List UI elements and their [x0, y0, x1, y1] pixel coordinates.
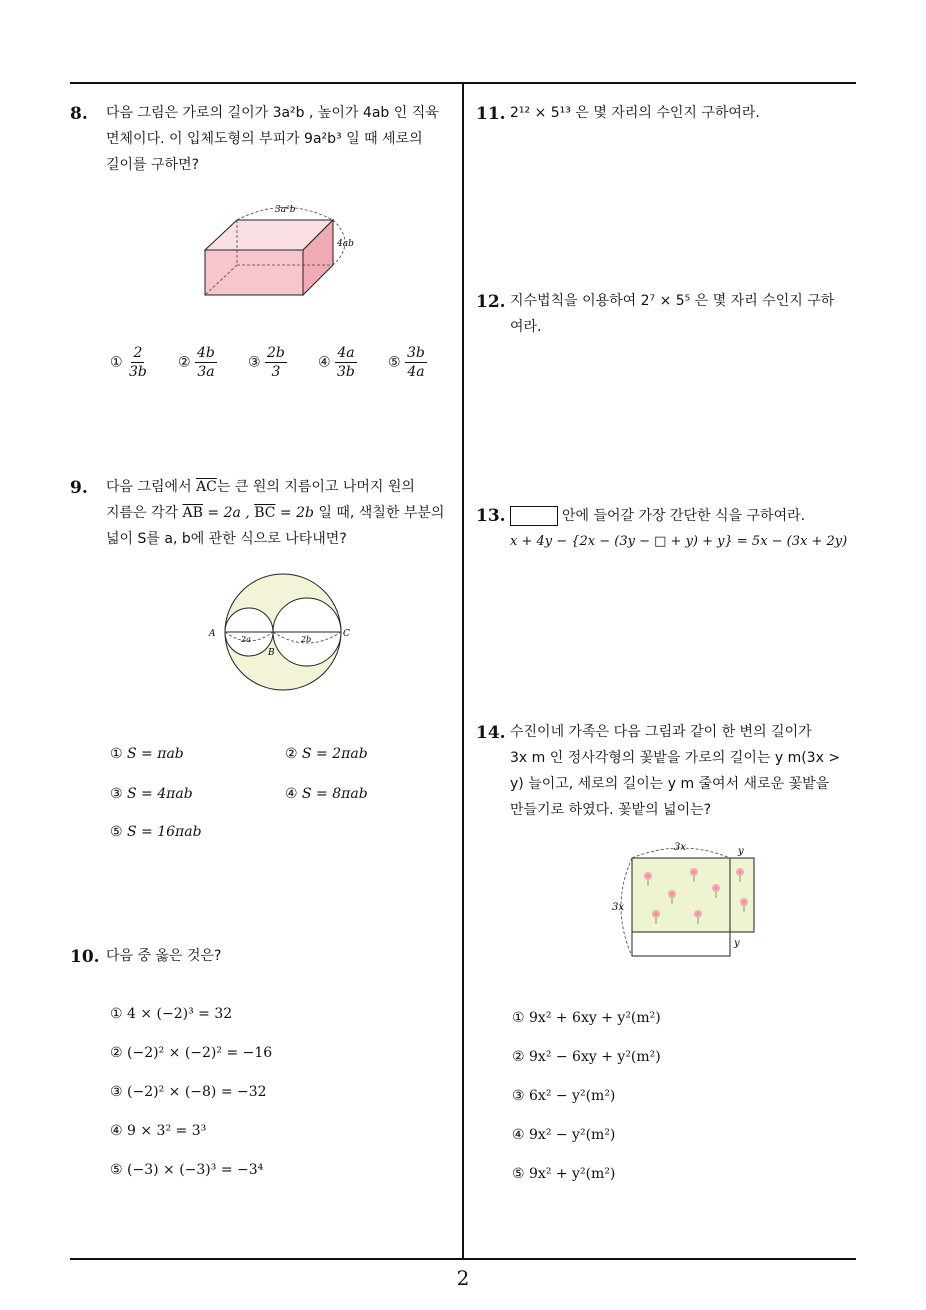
choice-mark: ④ [318, 354, 336, 371]
fraction-numerator: 4a [337, 345, 355, 361]
fraction-numerator: 2b [267, 345, 285, 361]
q14-line1: 수진이네 가족은 다음 그림과 같이 한 변의 길이가 [510, 724, 812, 740]
q8-choice-5 [388, 344, 427, 381]
point-a-label: A [209, 629, 216, 639]
q12-line1: 지수법칙을 이용하여 2⁷ × 5⁵ 은 몇 자리 수인지 구하 [510, 293, 835, 309]
choice-text: (−2)² × (−2)² = −16 [127, 1045, 273, 1061]
q12-line2: 여라. [510, 319, 542, 335]
fraction-denominator: 3 [271, 364, 281, 380]
fraction [265, 344, 287, 381]
label-2b: 2b [301, 635, 312, 644]
choice-mark: ① [110, 1006, 128, 1022]
q9-circles-figure [205, 568, 355, 696]
q8-line1: 다음 그림은 가로의 길이가 3a²b , 높이가 4ab 인 직육 [106, 105, 439, 121]
point-b-label: B [268, 648, 275, 658]
q10-choice-4 [110, 1123, 206, 1139]
q14-choice-2 [512, 1049, 661, 1065]
fraction-numerator: 3b [407, 345, 425, 361]
choice-mark: ② [178, 354, 196, 371]
q8-fig-top-label: 3a²b [275, 205, 296, 215]
q14-garden-figure [608, 836, 768, 964]
fraction [405, 344, 427, 381]
label-2a: 2a [241, 635, 251, 644]
choice-mark: ① [512, 1010, 530, 1026]
fraction-numerator: 4b [197, 345, 215, 361]
q8-line2: 면체이다. 이 입체도형의 부피가 9a²b³ 일 때 세로의 [106, 131, 423, 147]
q14-fig-y-bottom-label: y [734, 938, 740, 949]
q14-choice-1 [512, 1010, 661, 1026]
choice-text: 9x² − 6xy + y²(m²) [529, 1049, 661, 1065]
choice-mark: ⑤ [388, 354, 406, 371]
q10-text: 다음 중 옳은 것은? [106, 948, 222, 964]
q10-number: 10. [70, 947, 100, 967]
choice-mark: ⑤ [110, 1162, 128, 1178]
q13-text [510, 503, 860, 555]
q8-text [106, 100, 458, 178]
q14-number: 14. [476, 723, 506, 743]
choice-text: 4 × (−2)³ = 32 [127, 1006, 233, 1022]
q13-line1: 안에 들어갈 가장 간단한 식을 구하여라. [510, 503, 860, 529]
q10-choice-3 [110, 1084, 267, 1100]
fraction [127, 344, 149, 381]
q10-choice-2 [110, 1045, 272, 1061]
segment-ab: $\overline{AB}$ [182, 505, 203, 521]
q9-choice-4 [285, 786, 368, 802]
q14-fig-left-label: 3x [612, 902, 625, 913]
q9-text [106, 474, 458, 552]
choice-mark: ② [110, 1045, 128, 1061]
choice-mark: ③ [110, 1084, 128, 1100]
q9-line2: 지름은 각각 $\overline{AB} = 2a$ , $\overline{BC} = 2b$ 일 때, 색칠한 부분의 [106, 505, 445, 521]
point-c-label: C [343, 629, 350, 639]
choice-mark: ② [285, 746, 303, 762]
q9-number: 9. [70, 478, 88, 498]
q14-choice-3 [512, 1088, 615, 1104]
q9-choice-3 [110, 786, 193, 802]
choice-text: S = πab [127, 746, 184, 762]
choice-text: S = 4πab [127, 786, 193, 802]
choice-text: 9x² + y²(m²) [529, 1166, 616, 1182]
choice-text: 9x² + 6xy + y²(m²) [529, 1010, 661, 1026]
choice-text: (−3) × (−3)³ = −3⁴ [127, 1162, 264, 1178]
choice-text: S = 2πab [302, 746, 368, 762]
q14-fig-y-top-label: y [738, 846, 744, 857]
choice-mark: ③ [512, 1088, 530, 1104]
q14-line4: 만들기로 하였다. 꽃밭의 넓이는? [510, 802, 712, 818]
q11-number: 11. [476, 104, 506, 124]
choice-mark: ③ [248, 354, 266, 371]
q13-equation: x + 4y − {2x − (3y − □ + y) + y} = 5x − (3x + 2y) [510, 534, 848, 549]
q10-choice-1 [110, 1006, 232, 1022]
q9-choice-2 [285, 746, 368, 762]
choice-mark: ① [110, 354, 128, 371]
choice-mark: ④ [512, 1127, 530, 1143]
choice-mark: ③ [110, 786, 128, 802]
q9-line3: 넓이 S를 a, b에 관한 식으로 나타내면? [106, 531, 347, 547]
choice-text: 9x² − y²(m²) [529, 1127, 616, 1143]
q12-number: 12. [476, 292, 506, 312]
choice-mark: ⑤ [512, 1166, 530, 1182]
q8-cuboid-figure [195, 195, 365, 305]
q8-line3: 길이를 구하면? [106, 157, 200, 173]
column-divider [462, 83, 464, 1259]
fraction-denominator: 3b [337, 364, 355, 380]
fraction-denominator: 3a [197, 364, 215, 380]
q14-text [510, 719, 860, 823]
segment-bc: $\overline{BC}$ [254, 505, 276, 521]
q11-text: 2¹² × 5¹³ 은 몇 자리의 수인지 구하여라. [510, 105, 760, 121]
q9-line1: 다음 그림에서 $\overline{AC}$는 큰 원의 지름이고 나머지 원의 [106, 479, 415, 495]
fraction [335, 344, 357, 381]
choice-text: (−2)² × (−8) = −32 [127, 1084, 267, 1100]
q9-choice-5 [110, 824, 202, 840]
garden-removed-strip [632, 932, 730, 956]
answer-blank-box [510, 506, 558, 526]
segment-ac: $\overline{AC}$ [196, 479, 217, 495]
q9-choice-1 [110, 746, 184, 762]
q8-choice-4 [318, 344, 357, 381]
choice-mark: ④ [110, 1123, 128, 1139]
choice-text: 6x² − y²(m²) [529, 1088, 616, 1104]
q8-number: 8. [70, 104, 88, 124]
choice-text: S = 16πab [127, 824, 202, 840]
choice-mark: ④ [285, 786, 303, 802]
q13-number: 13. [476, 506, 506, 526]
garden-main-area [632, 858, 730, 932]
q14-choice-5 [512, 1166, 615, 1182]
q8-choice-3 [248, 344, 287, 381]
choice-mark: ① [110, 746, 128, 762]
q12-text [510, 288, 860, 340]
choice-mark: ② [512, 1049, 530, 1065]
q8-choice-1 [110, 344, 149, 381]
q8-choice-2 [178, 344, 217, 381]
fraction-denominator: 3b [129, 364, 147, 380]
fraction-numerator: 2 [133, 345, 143, 361]
page-number: 2 [456, 1266, 470, 1290]
q14-fig-top-label: 3x [674, 842, 687, 853]
fraction-denominator: 4a [407, 364, 425, 380]
q10-choice-5 [110, 1162, 263, 1178]
q14-line2: 3x m 인 정사각형의 꽃밭을 가로의 길이는 y m(3x > [510, 750, 841, 766]
cuboid-front-face [205, 250, 303, 295]
q14-line3: y) 늘이고, 세로의 길이는 y m 줄여서 새로운 꽃밭을 [510, 776, 830, 792]
fraction [195, 344, 217, 381]
q14-choice-4 [512, 1127, 615, 1143]
choice-text: 9 × 3² = 3³ [127, 1123, 207, 1139]
choice-mark: ⑤ [110, 824, 128, 840]
choice-text: S = 8πab [302, 786, 368, 802]
q8-fig-side-label: 4ab [337, 239, 354, 249]
